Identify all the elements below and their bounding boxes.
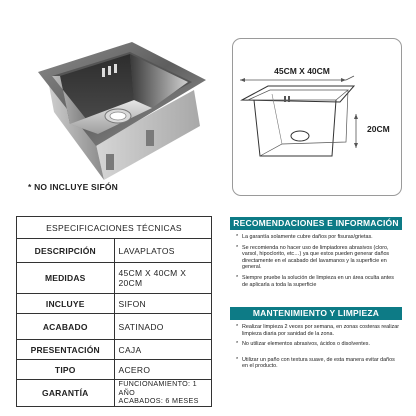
spec-row-descripcion: [17, 239, 212, 263]
sink-dimension-diagram: [232, 38, 402, 196]
bullet-icon: *: [236, 244, 239, 251]
spec-label: PRESENTACIÓN: [17, 340, 115, 360]
spec-row-medidas: [17, 263, 212, 294]
spec-label: ACABADO: [17, 314, 115, 340]
no-sifon-note: * NO INCLUYE SIFÓN: [28, 182, 119, 192]
sink-product-image: [14, 30, 220, 190]
list-item: * Siempre pruebe la solución de limpieza en un área oculta antes de aplicarla a toda la superficie: [236, 274, 394, 288]
spec-row-incluye: [17, 294, 212, 314]
spec-value: ACERO: [114, 360, 212, 380]
mantenimiento-list: [230, 320, 402, 370]
list-item: * La garantía solamente cubre daños por fisuras/grietas.: [236, 234, 373, 240]
spec-label: DESCRIPCIÓN: [17, 239, 115, 263]
mantenimiento-panel: [230, 307, 402, 374]
spec-value: LAVAPLATOS: [114, 239, 212, 263]
spec-value: SIFON: [114, 294, 212, 314]
recomendaciones-panel: [230, 217, 402, 292]
height-label: 20CM: [367, 124, 390, 134]
spec-row-acabado: [17, 314, 212, 340]
list-item: * No utilizar elementos abrasivos, ácidos o disolventes.: [236, 341, 370, 348]
bullet-icon: *: [236, 324, 239, 330]
specifications-title: ESPECIFICACIONES TÉCNICAS: [17, 217, 212, 239]
spec-value: FUNCIONAMIENTO: 1 AÑO ACABADOS: 6 MESES: [114, 380, 212, 407]
bullet-icon: *: [236, 341, 239, 348]
table-title-row: [17, 217, 212, 239]
spec-row-tipo: [17, 360, 212, 380]
recomendaciones-list: [230, 230, 402, 288]
specifications-table: [16, 216, 212, 407]
bullet-icon: *: [236, 356, 239, 363]
spec-label: MEDIDAS: [17, 263, 115, 294]
spec-value: SATINADO: [114, 314, 212, 340]
spec-label: GARANTÍA: [17, 380, 115, 407]
mantenimiento-header: MANTENIMIENTO Y LIMPIEZA: [230, 307, 402, 320]
recomendaciones-header: RECOMENDACIONES E INFORMACIÓN: [230, 217, 402, 230]
spec-label: INCLUYE: [17, 294, 115, 314]
spec-value: CAJA: [114, 340, 212, 360]
spec-row-garantia: [17, 380, 212, 407]
spec-row-presentacion: [17, 340, 212, 360]
width-depth-label: 45CM X 40CM: [274, 66, 330, 76]
spec-label: TIPO: [17, 360, 115, 380]
bullet-icon: *: [236, 234, 239, 240]
list-item: * Utilizar un paño con textura suave, de esta manera evitar daños en el producto.: [236, 356, 395, 370]
list-item: * Realizar limpieza 2 veces por semana, en zonas costeras realizar limpieza diaria por sanidad de la zona.: [236, 324, 399, 337]
list-item: * Se recomienda no hacer uso de limpiadores abrasivos (cloro, varsol, hipoclorito, etc…) ya que estos pueden generar daños directamente en el acabado del lavamanos y la superficie en general.: [236, 244, 390, 271]
spec-value: 45CM X 40CM X 20CM: [114, 263, 212, 294]
bullet-icon: *: [236, 274, 239, 281]
